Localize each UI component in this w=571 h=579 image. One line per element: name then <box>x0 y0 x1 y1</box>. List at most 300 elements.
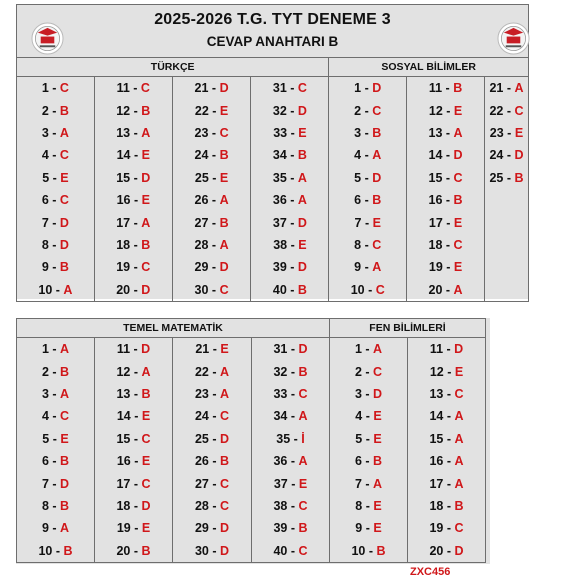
question-number: 15 - <box>429 431 455 446</box>
answer-letter: A <box>141 125 151 140</box>
question-number: 6 - <box>41 193 60 208</box>
answer-letter: D <box>219 81 229 96</box>
answer-letter: E <box>298 125 307 140</box>
answer-row <box>17 495 94 517</box>
answer-row <box>95 167 172 189</box>
answer-row <box>329 234 406 256</box>
answer-row <box>330 405 407 427</box>
question-number: 16 - <box>428 193 454 208</box>
bottom-answer-table <box>16 318 486 563</box>
answer-letter: A <box>454 454 464 469</box>
answer-letter: E <box>453 103 463 118</box>
answer-row <box>17 256 94 278</box>
answer-letter: A <box>453 125 463 140</box>
answer-row <box>95 405 172 427</box>
answer-row <box>95 428 172 450</box>
answer-row <box>17 540 94 562</box>
question-number: 16 - <box>116 454 142 469</box>
answer-letter: D <box>219 543 230 558</box>
question-number: 6 - <box>41 454 61 469</box>
question-number: 13 - <box>116 125 142 140</box>
answer-row <box>251 144 328 166</box>
question-number: 1 - <box>354 342 374 357</box>
question-number: 15 - <box>116 431 142 446</box>
question-number: 2 - <box>41 103 60 118</box>
question-number: 15 - <box>116 170 142 185</box>
answer-row <box>17 234 94 256</box>
answer-row <box>173 122 251 144</box>
answer-row <box>329 99 406 121</box>
answer-letter: E <box>141 454 151 469</box>
section-header-turkce: TÜRKÇE <box>17 58 329 77</box>
answer-letter: E <box>219 103 229 118</box>
bottom-answer-block <box>16 318 490 564</box>
answer-row <box>17 450 94 472</box>
answer-letter: D <box>454 342 464 357</box>
question-number: 24 - <box>194 409 220 424</box>
question-number: 27 - <box>194 476 220 491</box>
question-number: 37 - <box>273 476 299 491</box>
answer-row <box>330 428 407 450</box>
question-number: 24 - <box>489 148 515 163</box>
question-number: 14 - <box>116 148 142 163</box>
answer-column <box>17 338 95 563</box>
answer-row <box>173 405 251 427</box>
section-header-sosyal: SOSYAL BİLİMLER <box>329 58 529 77</box>
answer-letter: D <box>297 103 307 118</box>
answer-row <box>95 517 172 539</box>
answer-letter: D <box>59 237 69 252</box>
answer-row <box>251 256 328 278</box>
answer-letter: C <box>375 282 385 297</box>
question-number: 18 - <box>429 498 455 513</box>
question-number: 15 - <box>428 170 454 185</box>
question-number: 25 - <box>489 170 515 185</box>
question-number: 21 - <box>195 342 221 357</box>
question-number: 29 - <box>194 521 220 536</box>
answer-row <box>330 540 407 562</box>
answer-letter: D <box>59 215 69 230</box>
question-number: 12 - <box>428 103 454 118</box>
answer-letter: D <box>454 543 464 558</box>
question-number: 37 - <box>272 215 298 230</box>
answer-row <box>252 383 329 405</box>
answer-letter: E <box>372 215 381 230</box>
answer-row <box>408 517 485 539</box>
answer-row <box>408 383 485 405</box>
answer-row <box>251 279 328 301</box>
answer-row <box>95 99 172 121</box>
answer-letter: D <box>219 260 229 275</box>
answer-letter: D <box>60 476 70 491</box>
answer-letter: A <box>298 409 308 424</box>
answer-letter: A <box>219 364 230 379</box>
answer-letter: A <box>372 260 382 275</box>
answer-letter: B <box>141 386 151 401</box>
answer-row <box>95 77 172 99</box>
answer-letter: A <box>219 386 230 401</box>
question-number: 12 - <box>116 103 142 118</box>
answer-letter: B <box>453 193 463 208</box>
question-number: 32 - <box>272 103 298 118</box>
answer-letter: C <box>514 103 524 118</box>
question-number: 16 - <box>429 454 455 469</box>
answer-row <box>408 495 485 517</box>
answer-column <box>330 338 408 563</box>
question-number: 3 - <box>354 386 374 401</box>
question-number: 1 - <box>41 81 60 96</box>
answer-letter: B <box>59 103 69 118</box>
answer-letter: A <box>454 476 464 491</box>
question-number: 25 - <box>194 170 220 185</box>
answer-row <box>407 234 484 256</box>
question-number: 8 - <box>41 237 60 252</box>
top-answer-block <box>16 57 529 299</box>
answer-letter: C <box>219 498 230 513</box>
answer-letter: E <box>141 193 150 208</box>
answer-letter: E <box>298 476 308 491</box>
answer-letter: A <box>454 409 464 424</box>
answer-row <box>408 360 485 382</box>
answer-letter: A <box>60 386 70 401</box>
question-number: 26 - <box>194 454 220 469</box>
answer-column <box>408 338 486 563</box>
answer-row <box>173 540 251 562</box>
answer-letter: D <box>297 260 307 275</box>
question-number: 7 - <box>354 215 373 230</box>
answer-letter: B <box>60 498 70 513</box>
answer-letter: E <box>454 364 464 379</box>
question-number: 8 - <box>41 498 61 513</box>
question-number: 14 - <box>428 148 454 163</box>
answer-row <box>17 338 94 360</box>
answer-letter: C <box>298 543 308 558</box>
answer-column <box>173 338 252 563</box>
question-number: 20 - <box>428 282 454 297</box>
answer-row <box>252 517 329 539</box>
answer-row <box>173 472 251 494</box>
question-number: 7 - <box>354 476 374 491</box>
answer-row <box>173 99 251 121</box>
question-number: 34 - <box>272 148 298 163</box>
answer-letter: C <box>219 476 230 491</box>
question-number: 17 - <box>116 476 142 491</box>
answer-row <box>173 383 251 405</box>
answer-row <box>173 211 251 233</box>
answer-row <box>17 279 94 301</box>
answer-letter: B <box>453 81 463 96</box>
answer-row <box>95 472 172 494</box>
question-number: 26 - <box>194 193 220 208</box>
answer-letter: A <box>141 215 151 230</box>
answer-letter: C <box>372 237 382 252</box>
question-number: 35 - <box>276 431 302 446</box>
answer-row <box>17 472 94 494</box>
answer-letter: D <box>298 342 308 357</box>
answer-row <box>95 540 172 562</box>
answer-letter: C <box>219 125 229 140</box>
question-number: 18 - <box>116 498 142 513</box>
question-number: 3 - <box>41 125 60 140</box>
question-number: 31 - <box>272 81 298 96</box>
question-number: 13 - <box>429 386 455 401</box>
answer-row <box>252 495 329 517</box>
question-number: 7 - <box>41 476 61 491</box>
answer-letter: B <box>297 282 307 297</box>
question-number: 23 - <box>194 386 220 401</box>
answer-letter: A <box>59 125 69 140</box>
answer-column <box>252 338 330 563</box>
question-number: 28 - <box>194 237 220 252</box>
answer-letter: C <box>219 409 230 424</box>
answer-letter: B <box>63 543 73 558</box>
answer-row <box>173 517 251 539</box>
answer-row <box>17 405 94 427</box>
answer-letter: B <box>298 364 308 379</box>
question-number: 30 - <box>194 543 220 558</box>
question-number: 40 - <box>273 543 299 558</box>
answer-row <box>95 360 172 382</box>
answer-letter: A <box>63 282 73 297</box>
answer-row <box>252 540 329 562</box>
answer-row <box>173 450 251 472</box>
answer-row <box>408 338 485 360</box>
page-subtitle: CEVAP ANAHTARI B <box>206 34 339 49</box>
question-number: 40 - <box>272 282 298 297</box>
answer-row <box>251 167 328 189</box>
answer-key-header <box>16 4 529 58</box>
answer-row <box>17 144 94 166</box>
question-number: 32 - <box>273 364 299 379</box>
answer-row <box>17 211 94 233</box>
question-number: 29 - <box>194 260 220 275</box>
answer-letter: E <box>60 431 69 446</box>
answer-letter: B <box>298 521 308 536</box>
question-number: 7 - <box>41 215 60 230</box>
answer-row <box>95 256 172 278</box>
answer-column <box>251 77 329 302</box>
question-number: 19 - <box>429 521 455 536</box>
question-number: 38 - <box>273 498 299 513</box>
answer-letter: B <box>514 170 524 185</box>
answer-letter: D <box>219 521 230 536</box>
section-header-matematik: TEMEL MATEMATİK <box>17 319 330 338</box>
answer-letter: C <box>141 431 151 446</box>
answer-row <box>407 279 484 301</box>
answer-letter: B <box>219 454 230 469</box>
answer-letter: B <box>60 364 70 379</box>
answer-row <box>330 450 407 472</box>
answer-letter: B <box>60 454 70 469</box>
question-number: 4 - <box>354 148 373 163</box>
answer-row <box>95 495 172 517</box>
question-number: 10 - <box>38 543 64 558</box>
answer-column <box>172 77 251 302</box>
answer-row <box>17 189 94 211</box>
answer-row <box>173 360 251 382</box>
answer-row <box>95 144 172 166</box>
answer-letter: A <box>372 148 382 163</box>
answer-letter: A <box>60 521 70 536</box>
question-number: 25 - <box>194 431 220 446</box>
question-number: 23 - <box>489 125 515 140</box>
question-number: 20 - <box>116 282 142 297</box>
question-number: 1 - <box>354 81 373 96</box>
top-answer-table <box>16 57 529 302</box>
answer-letter: B <box>219 148 229 163</box>
answer-row <box>95 338 172 360</box>
answer-row <box>407 256 484 278</box>
question-number: 13 - <box>116 386 142 401</box>
answer-row <box>17 517 94 539</box>
answer-letter: D <box>372 81 382 96</box>
answer-row <box>330 360 407 382</box>
answer-letter: C <box>59 148 69 163</box>
answer-letter: A <box>297 193 307 208</box>
question-number: 10 - <box>38 282 64 297</box>
answer-row <box>173 428 251 450</box>
answer-row <box>95 383 172 405</box>
answer-letter: A <box>514 81 524 96</box>
answer-letter: D <box>141 282 151 297</box>
question-number: 3 - <box>41 386 61 401</box>
question-number: 2 - <box>354 103 373 118</box>
question-number: 23 - <box>194 125 220 140</box>
answer-row <box>95 279 172 301</box>
answer-letter: E <box>141 148 150 163</box>
answer-letter: A <box>141 364 151 379</box>
question-number: 39 - <box>272 260 298 275</box>
question-number: 9 - <box>354 260 373 275</box>
booklet-code: ZXC456 <box>410 566 451 578</box>
question-number: 28 - <box>194 498 220 513</box>
answer-letter: B <box>59 260 69 275</box>
answer-letter: E <box>219 170 229 185</box>
answer-letter: B <box>297 148 307 163</box>
answer-row <box>408 450 485 472</box>
answer-letter: C <box>59 193 69 208</box>
question-number: 14 - <box>429 409 455 424</box>
answer-row <box>17 77 94 99</box>
answer-row <box>407 77 484 99</box>
answer-row <box>329 122 406 144</box>
answer-row <box>173 495 251 517</box>
answer-row <box>17 167 94 189</box>
answer-row <box>485 99 528 121</box>
answer-letter: İ <box>301 431 305 446</box>
question-number: 2 - <box>41 364 61 379</box>
question-number: 22 - <box>194 364 220 379</box>
answer-letter: D <box>219 431 230 446</box>
answer-letter: D <box>141 342 151 357</box>
question-number: 35 - <box>272 170 298 185</box>
answer-letter: E <box>453 215 463 230</box>
question-number: 5 - <box>355 431 374 446</box>
answer-row <box>173 338 251 360</box>
answer-row <box>251 211 328 233</box>
answer-row <box>173 234 251 256</box>
answer-row <box>407 99 484 121</box>
question-number: 17 - <box>428 215 454 230</box>
question-number: 11 - <box>428 81 454 96</box>
question-number: 5 - <box>354 170 373 185</box>
answer-letter: C <box>297 81 307 96</box>
answer-row <box>173 279 251 301</box>
answer-letter: B <box>141 543 151 558</box>
answer-letter: A <box>297 170 307 185</box>
question-number: 16 - <box>116 193 142 208</box>
answer-row <box>408 540 485 562</box>
question-number: 8 - <box>355 498 374 513</box>
answer-letter: D <box>141 170 151 185</box>
answer-letter: A <box>298 454 308 469</box>
question-number: 5 - <box>42 170 61 185</box>
question-number: 11 - <box>116 342 142 357</box>
question-number: 3 - <box>354 125 373 140</box>
answer-letter: D <box>372 170 382 185</box>
answer-row <box>95 450 172 472</box>
answer-row <box>173 77 251 99</box>
answer-row <box>251 234 328 256</box>
answer-letter: D <box>141 498 151 513</box>
answer-row <box>173 256 251 278</box>
answer-letter: C <box>453 170 463 185</box>
answer-column <box>329 77 407 302</box>
question-number: 18 - <box>116 237 142 252</box>
question-number: 30 - <box>194 282 220 297</box>
answer-letter: C <box>372 103 382 118</box>
answer-row <box>407 211 484 233</box>
question-number: 4 - <box>41 409 61 424</box>
section-header-fen: FEN BİLİMLERİ <box>330 319 486 338</box>
question-number: 19 - <box>116 260 142 275</box>
answer-row <box>329 211 406 233</box>
answer-letter: E <box>298 237 307 252</box>
question-number: 36 - <box>272 193 298 208</box>
question-number: 2 - <box>354 364 374 379</box>
answer-letter: A <box>219 193 229 208</box>
answer-letter: C <box>453 237 463 252</box>
answer-row <box>251 122 328 144</box>
answer-row <box>173 167 251 189</box>
answer-letter: B <box>141 237 151 252</box>
answer-letter: E <box>514 125 524 140</box>
answer-row <box>408 472 485 494</box>
question-number: 12 - <box>429 364 455 379</box>
answer-row <box>252 360 329 382</box>
answer-row <box>408 405 485 427</box>
question-number: 21 - <box>489 81 515 96</box>
answer-letter: E <box>60 170 69 185</box>
question-number: 4 - <box>355 409 374 424</box>
question-number: 17 - <box>429 476 455 491</box>
answer-letter: C <box>454 386 464 401</box>
answer-letter: C <box>454 521 464 536</box>
answer-row <box>407 122 484 144</box>
answer-row <box>252 428 329 450</box>
answer-letter: E <box>220 342 229 357</box>
answer-letter: C <box>141 260 151 275</box>
answer-row <box>329 189 406 211</box>
question-number: 19 - <box>428 260 454 275</box>
question-number: 9 - <box>355 521 374 536</box>
question-number: 27 - <box>194 215 220 230</box>
answer-row <box>252 405 329 427</box>
answer-letter: E <box>141 409 151 424</box>
answer-letter: A <box>373 342 383 357</box>
question-number: 38 - <box>273 237 299 252</box>
answer-column <box>94 77 172 302</box>
